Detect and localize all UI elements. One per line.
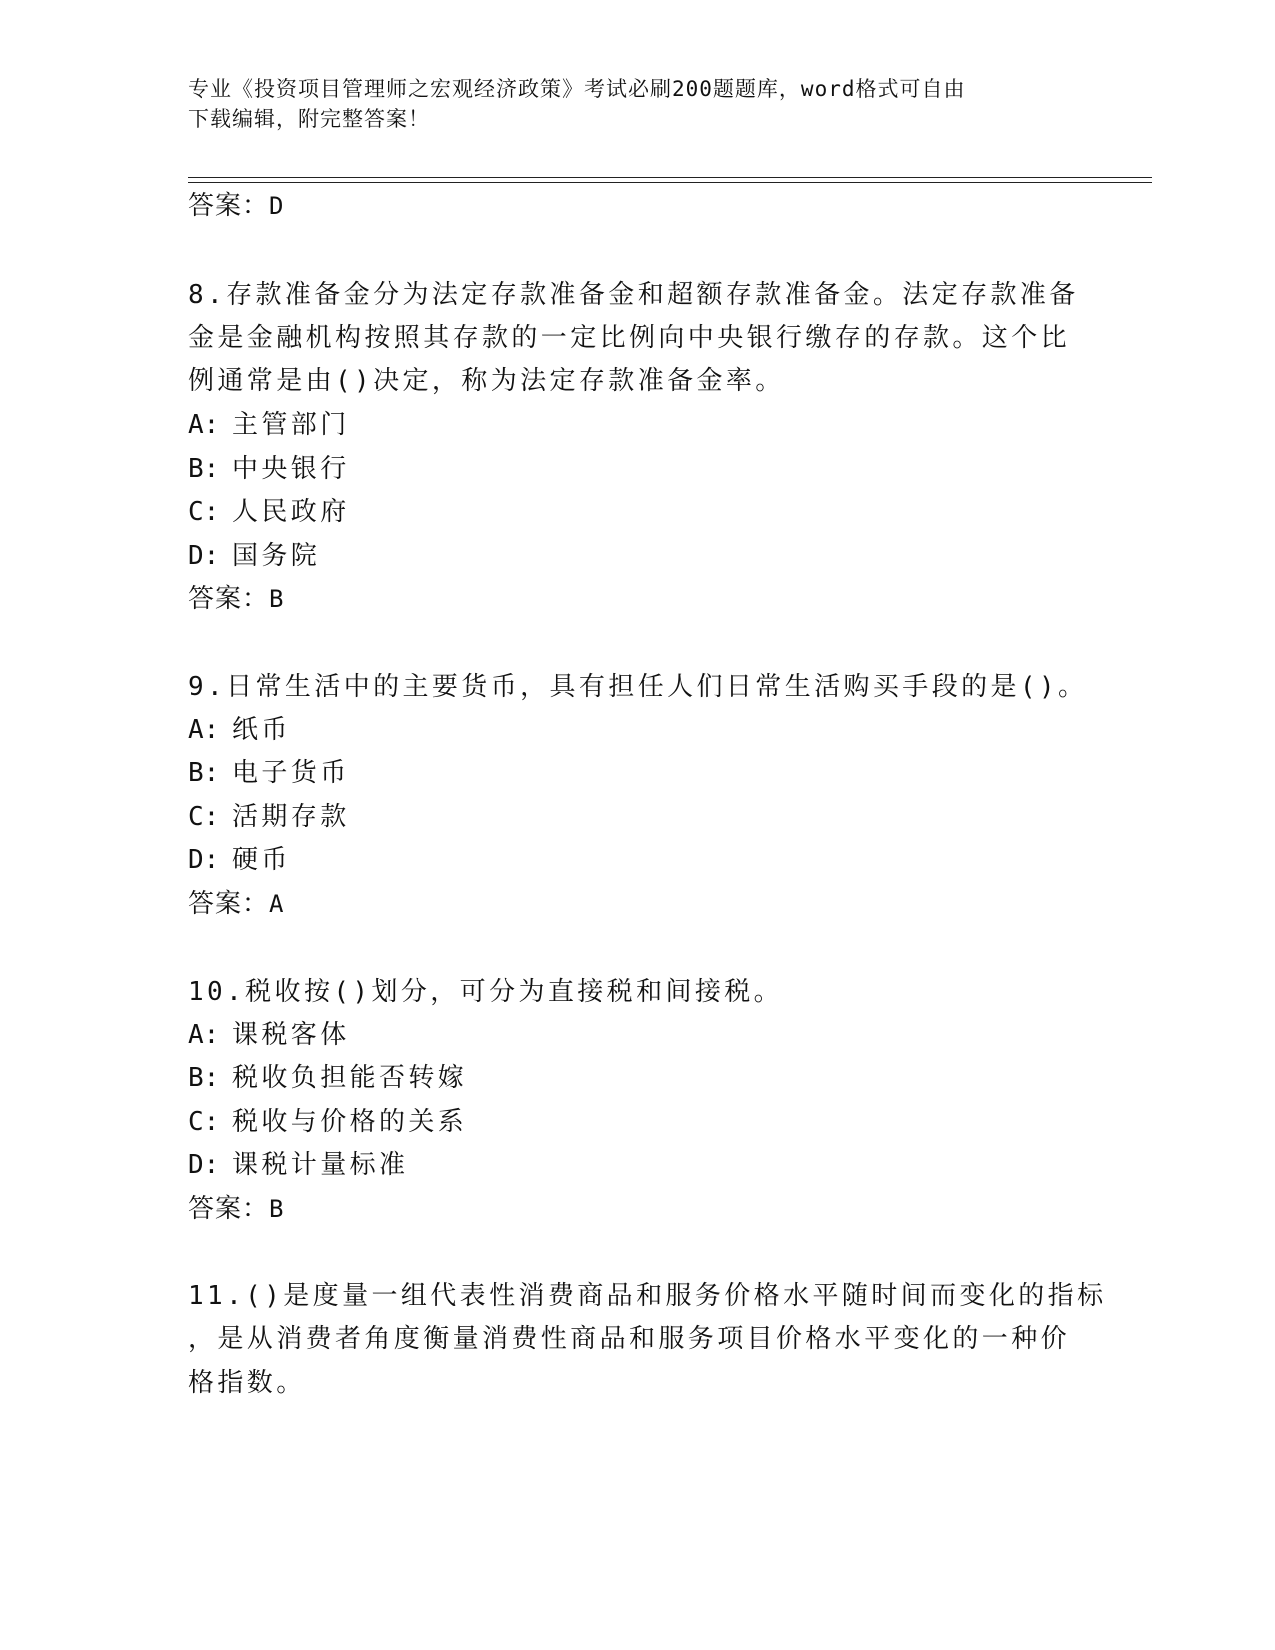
option-c: [188, 491, 350, 528]
question-text-line: 金是金融机构按照其存款的一定比例向中央银行缴存的存款。这个比: [188, 323, 1071, 353]
option-text: 主管部门: [232, 410, 350, 440]
question-text-line: 8.存款准备金分为法定存款准备金和超额存款准备金。法定存款准备: [188, 280, 1079, 310]
header-divider-bottom: [188, 182, 1152, 183]
option-key: D:: [188, 1150, 220, 1180]
answer-value: B: [269, 1195, 285, 1223]
option-text: 课税计量标准: [232, 1150, 409, 1180]
option-d: [188, 535, 320, 572]
option-key: A:: [188, 1020, 220, 1050]
option-text: 人民政府: [232, 497, 350, 527]
option-key: B:: [188, 1063, 220, 1093]
option-key: B:: [188, 454, 220, 484]
option-key: A:: [188, 715, 220, 745]
option-a: [188, 709, 291, 746]
question-text-line: 9.日常生活中的主要货币，具有担任人们日常生活购买手段的是()。: [188, 672, 1088, 702]
option-b: [188, 1057, 467, 1094]
answer-value: A: [269, 890, 285, 918]
option-d: [188, 1144, 408, 1181]
option-c: [188, 796, 350, 833]
header-divider-top: [188, 177, 1152, 178]
option-key: C:: [188, 1107, 220, 1137]
answer-label: 答案：: [188, 889, 270, 919]
option-key: A:: [188, 410, 220, 440]
header-text: [188, 74, 1088, 134]
header-line-2: 下载编辑，附完整答案！: [188, 107, 430, 131]
answer: [188, 883, 284, 920]
option-text: 中央银行: [232, 454, 350, 484]
option-text: 硬币: [232, 845, 291, 875]
option-a: [188, 1014, 350, 1051]
answer-value: D: [269, 192, 285, 220]
option-key: C:: [188, 497, 220, 527]
option-text: 税收负担能否转嫁: [232, 1063, 468, 1093]
question-text-line: 格指数。: [188, 1368, 306, 1398]
option-text: 活期存款: [232, 802, 350, 832]
option-key: D:: [188, 541, 220, 571]
answer-label: 答案：: [188, 191, 270, 221]
option-text: 国务院: [232, 541, 321, 571]
option-a: [188, 404, 350, 441]
option-key: D:: [188, 845, 220, 875]
question-text-line: ，是从消费者角度衡量消费性商品和服务项目价格水平变化的一种价: [188, 1324, 1071, 1354]
question-text-line: 例通常是由()决定，称为法定存款准备金率。: [188, 366, 785, 396]
option-text: 税收与价格的关系: [232, 1107, 468, 1137]
option-text: 纸币: [232, 715, 291, 745]
option-text: 课税客体: [232, 1020, 350, 1050]
answer: [188, 578, 284, 615]
answer-value: B: [269, 585, 285, 613]
option-text: 电子货币: [232, 758, 350, 788]
answer: [188, 1188, 284, 1225]
option-key: B:: [188, 758, 220, 788]
header-line-1: 专业《投资项目管理师之宏观经济政策》考试必刷200题题库，word格式可自由: [188, 77, 966, 101]
option-b: [188, 752, 350, 789]
option-c: [188, 1101, 467, 1138]
option-d: [188, 839, 291, 876]
option-key: C:: [188, 802, 220, 832]
previous-answer: [188, 185, 284, 222]
option-b: [188, 448, 350, 485]
question-text-line: 10.税收按()划分，可分为直接税和间接税。: [188, 977, 784, 1007]
answer-label: 答案：: [188, 584, 270, 614]
question-text-line: 11.()是度量一组代表性消费商品和服务价格水平随时间而变化的指标: [188, 1281, 1107, 1311]
answer-label: 答案：: [188, 1194, 270, 1224]
